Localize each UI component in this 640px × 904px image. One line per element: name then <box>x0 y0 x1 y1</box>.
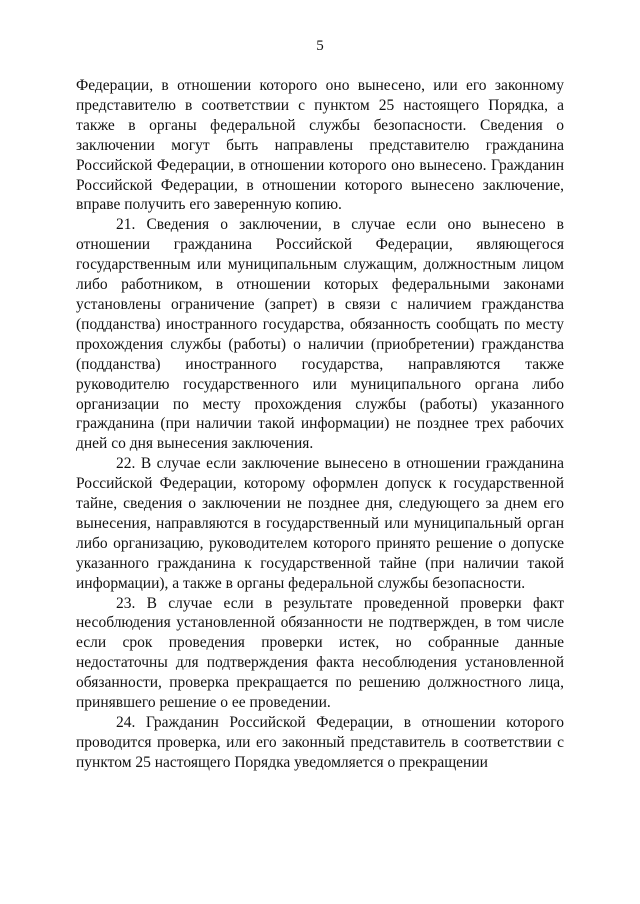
paragraph-item-23: 23. В случае если в результате проведенной проверки факт несоблюдения установленной обязанности не подтвержден, в том числе если срок проведения проверки истек, но собранные данные недостаточны для подтверждения факта несоблюдения установленной обязанности, проверка прекращается по решению должностного лица, принявшего решение о ее проведении. <box>76 594 564 712</box>
paragraph-item-21: 21. Сведения о заключении, в случае если оно вынесено в отношении гражданина Российской Федерации, являющегося государственным или муниципальным служащим, должностным лицом либо работником, в отношении которых федеральными законами установлены ограничение (запрет) в связи с наличием гражданства (подданства) иностранного государства, обязанность сообщать по месту прохождения службы (работы) о наличии (приобретении) гражданства (подданства) иностранного государства, направляются также руководителю государственного или муниципального органа либо организации по месту прохождения службы (работы) указанного гражданина (при наличии такой информации) не позднее трех рабочих дней со дня вынесения заключения. <box>76 216 564 453</box>
page-number: 5 <box>316 38 324 54</box>
paragraph-item-22: 22. В случае если заключение вынесено в отношении гражданина Российской Федерации, которому оформлен допуск к государственной тайне, сведения о заключении не позднее дня, следующего за днем его вынесения, направляются в государственный или муниципальный орган либо организацию, руководителем которого принято решение о допуске указанного гражданина к государственной тайне (при наличии такой информации), а также в органы федеральной службы безопасности. <box>76 455 564 592</box>
document-body <box>76 76 564 773</box>
paragraph-continuation: Федерации, в отношении которого оно вынесено, или его законному представителю в соответствии с пунктом 25 настоящего Порядка, а также в органы федеральной службы безопасности. Сведения о заключении могут быть направлены представителю гражданина Российской Федерации, в отношении которого оно вынесено. Гражданин Российской Федерации, в отношении которого вынесено заключение, вправе получить его заверенную копию. <box>76 77 564 214</box>
paragraph-item-24: 24. Гражданин Российской Федерации, в отношении которого проводится проверка, или его законный представитель в соответствии с пунктом 25 настоящего Порядка уведомляется о прекращении <box>76 714 564 771</box>
